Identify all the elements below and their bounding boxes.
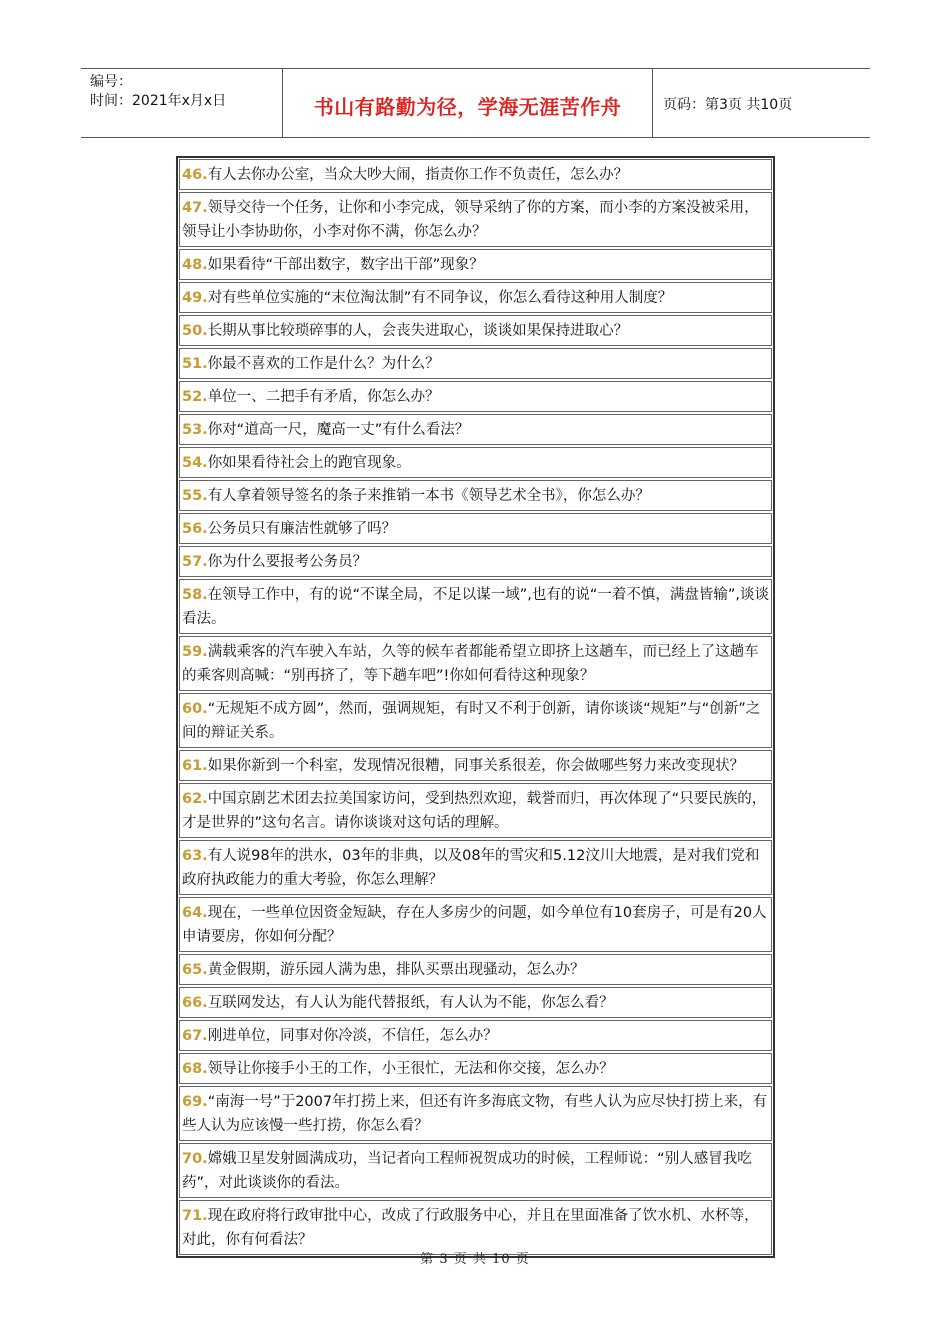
header-page-cell — [653, 69, 870, 137]
question-row — [179, 1086, 772, 1141]
question-text: 黄金假期，游乐园人满为患，排队买票出现骚动，怎么办？ — [207, 962, 585, 978]
question-number: 58. — [182, 587, 208, 603]
question-text: 现在政府将行政审批中心，改成了行政服务中心，并且在里面准备了饮水机、水杯等，对此，你有何看法？ — [182, 1208, 759, 1248]
question-text: 公务员只有廉洁性就够了吗？ — [207, 521, 397, 537]
question-text: 领导让你接手小王的工作，小王很忙，无法和你交接，怎么办？ — [207, 1061, 614, 1077]
question-row — [179, 693, 772, 748]
question-text: 如果你新到一个科室，发现情况很糟，同事关系很差，你会做哪些努力来改变现状？ — [207, 758, 745, 774]
question-text: 你最不喜欢的工作是什么？为什么？ — [207, 356, 440, 372]
question-text: 中国京剧艺术团去拉美国家访问，受到热烈欢迎，载誉而归，再次体现了“只要民族的，才是世界的”这句名言。请你谈谈对这句话的理解。 — [182, 791, 767, 831]
question-number: 57. — [182, 554, 208, 570]
question-text: 如果看待“干部出数字，数字出干部”现象？ — [207, 257, 484, 273]
question-row — [179, 348, 772, 379]
question-text: 对有些单位实施的“末位淘汰制”有不同争议，你怎么看待这种用人制度？ — [207, 290, 673, 306]
question-row — [179, 1053, 772, 1084]
question-number: 53. — [182, 422, 208, 438]
question-text: 刚进单位，同事对你冷淡，不信任，怎么办？ — [207, 1028, 498, 1044]
question-row — [179, 381, 772, 412]
question-text: “南海一号”于2007年打捞上来，但还有许多海底文物，有些人认为应尽快打捞上来，有些人认为应该慢一些打捞，你怎么看？ — [182, 1094, 768, 1134]
question-number: 65. — [182, 962, 208, 978]
question-row — [179, 513, 772, 544]
question-text: “无规矩不成方圆”，然而，强调规矩，有时又不利于创新，请你谈谈“规矩”与“创新”之间的辩证关系。 — [182, 701, 761, 741]
question-row — [179, 159, 772, 190]
question-row — [179, 783, 772, 838]
question-number: 54. — [182, 455, 208, 471]
question-row — [179, 1020, 772, 1051]
question-row — [179, 480, 772, 511]
question-number: 52. — [182, 389, 208, 405]
question-number: 56. — [182, 521, 208, 537]
question-number: 62. — [182, 791, 208, 807]
page-footer: 第 3 页 共 10 页 — [420, 1252, 530, 1267]
question-number: 51. — [182, 356, 208, 372]
question-row — [179, 954, 772, 985]
question-table — [176, 156, 775, 1258]
question-number: 70. — [182, 1151, 208, 1167]
question-text: 有人去你办公室，当众大吵大闹，指责你工作不负责任，怎么办？ — [207, 167, 629, 183]
question-text: 互联网发达，有人认为能代替报纸，有人认为不能，你怎么看？ — [207, 995, 614, 1011]
question-row — [179, 897, 772, 952]
document-number-label: 编号： — [90, 74, 132, 90]
question-number: 64. — [182, 905, 208, 921]
question-row — [179, 282, 772, 313]
question-number: 47. — [182, 200, 208, 216]
question-text: 你对“道高一尺，魔高一丈”有什么看法？ — [207, 422, 470, 438]
question-number: 67. — [182, 1028, 208, 1044]
question-row — [179, 579, 772, 634]
question-row — [179, 636, 772, 691]
question-row — [179, 1143, 772, 1198]
question-row — [179, 987, 772, 1018]
question-text: 在领导工作中，有的说“不谋全局，不足以谋一域”,也有的说“一着不慎，满盘皆输”,谈谈看法。 — [182, 587, 769, 627]
question-row — [179, 414, 772, 445]
question-number: 68. — [182, 1061, 208, 1077]
question-number: 60. — [182, 701, 208, 717]
document-date-label: 时间：2021年x月x日 — [90, 93, 227, 109]
question-row — [179, 447, 772, 478]
question-text: 长期从事比较琐碎事的人，会丧失进取心，谈谈如果保持进取心？ — [207, 323, 629, 339]
question-text: 你为什么要报考公务员？ — [207, 554, 368, 570]
question-number: 48. — [182, 257, 208, 273]
header-page-info: 页码：第3页 共10页 — [663, 97, 793, 113]
question-number: 66. — [182, 995, 208, 1011]
question-number: 63. — [182, 848, 208, 864]
question-row — [179, 840, 772, 895]
question-text: 现在，一些单位因资金短缺，存在人多房少的问题，如今单位有10套房子，可是有20人申请要房，你如何分配？ — [182, 905, 767, 945]
question-number: 69. — [182, 1094, 208, 1110]
question-row — [179, 750, 772, 781]
question-number: 59. — [182, 644, 208, 660]
question-row — [179, 1200, 772, 1255]
question-number: 55. — [182, 488, 208, 504]
question-text: 满载乘客的汽车驶入车站，久等的候车者都能希望立即挤上这趟车，而已经上了这趟车的乘客则高喊：“别再挤了，等下趟车吧”!你如何看待这种现象？ — [182, 644, 759, 684]
question-number: 49. — [182, 290, 208, 306]
question-text: 嫦娥卫星发射圆满成功，当记者向工程师祝贺成功的时候，工程师说：“别人感冒我吃药”，对此谈谈你的看法。 — [182, 1151, 752, 1191]
question-text: 你如果看待社会上的跑官现象。 — [207, 455, 411, 471]
header-motto-cell — [283, 69, 653, 137]
question-row — [179, 315, 772, 346]
question-text: 有人拿着领导签名的条子来推销一本书《领导艺术全书》，你怎么办？ — [207, 488, 650, 504]
question-text: 领导交待一个任务，让你和小李完成，领导采纳了你的方案，而小李的方案没被采用，领导让小李协助你，小李对你不满，你怎么办？ — [182, 200, 759, 240]
question-text: 单位一、二把手有矛盾，你怎么办？ — [207, 389, 440, 405]
header-info-cell — [81, 69, 283, 137]
question-number: 71. — [182, 1208, 208, 1224]
question-row — [179, 546, 772, 577]
question-row — [179, 192, 772, 247]
page-header — [81, 68, 870, 138]
question-number: 61. — [182, 758, 208, 774]
question-row — [179, 249, 772, 280]
question-text: 有人说98年的洪水，03年的非典，以及08年的雪灾和5.12汶川大地震，是对我们党和政府执政能力的重大考验，你怎么理解？ — [182, 848, 760, 888]
question-number: 50. — [182, 323, 208, 339]
motto-text: 书山有路勤为径，学海无涯苦作舟 — [313, 95, 622, 119]
question-number: 46. — [182, 167, 208, 183]
